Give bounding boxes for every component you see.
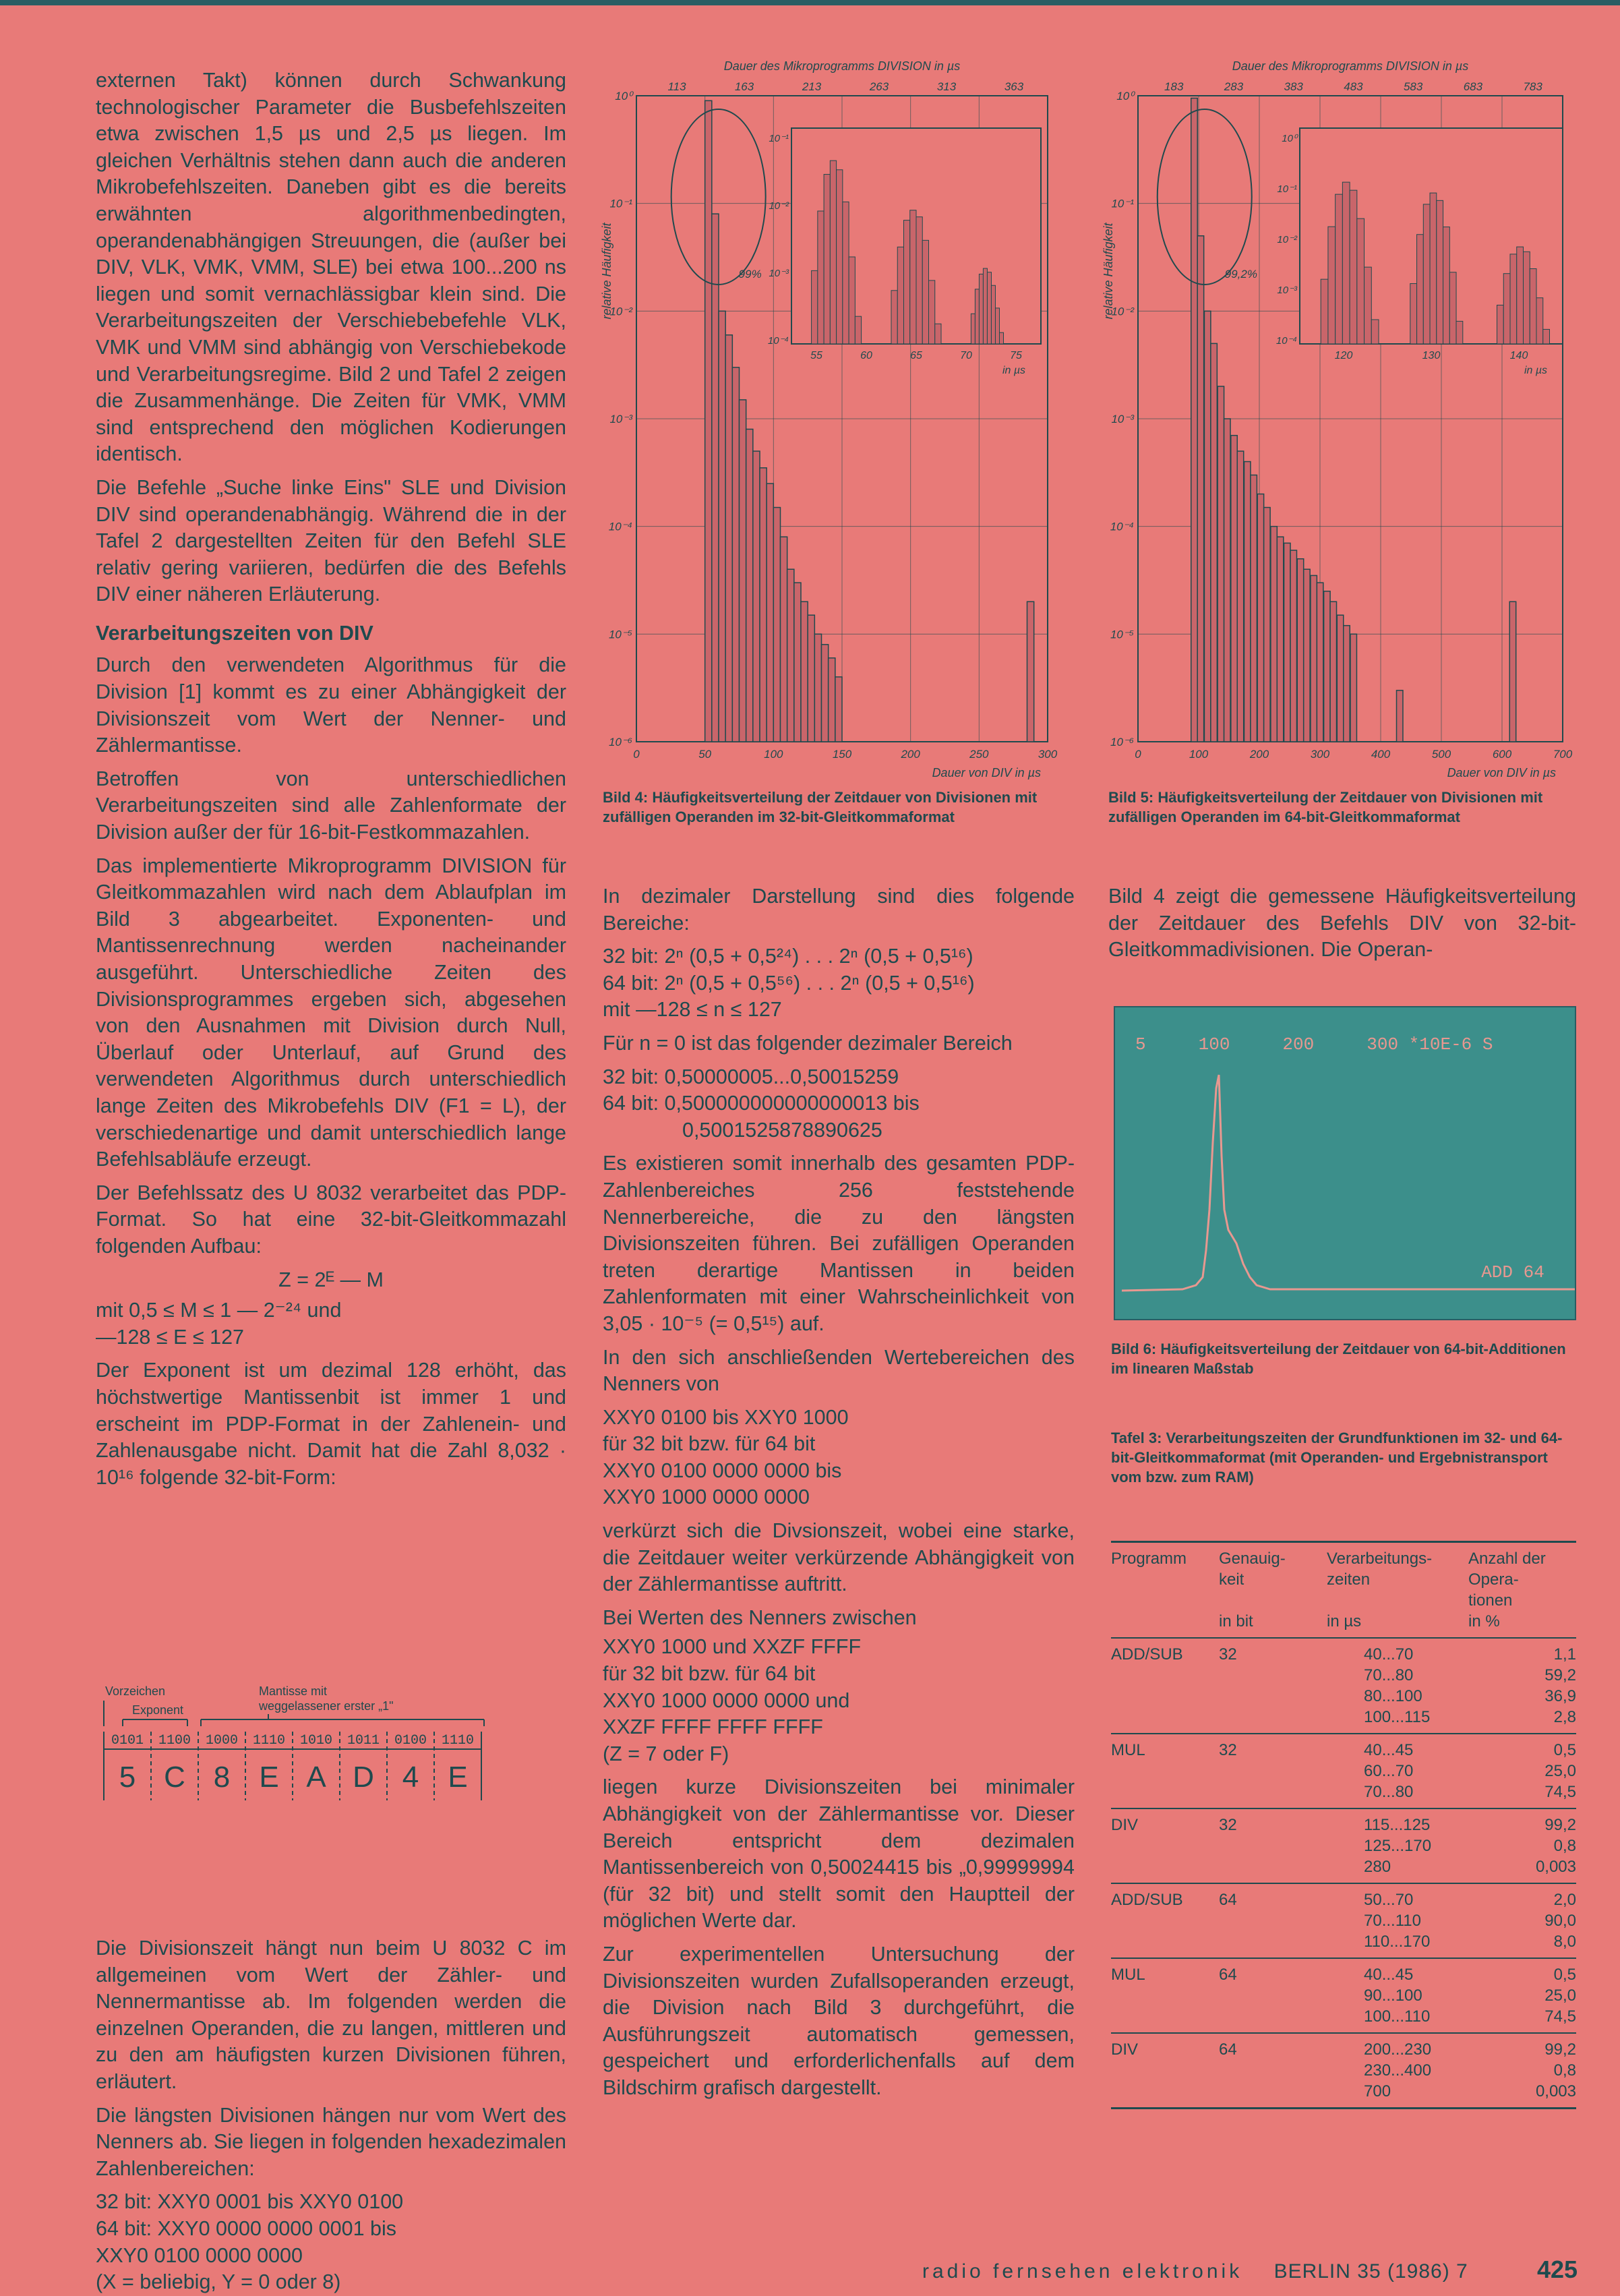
inset-x-tick: 70 <box>960 350 972 361</box>
inset-y-tick: 10⁻¹ <box>1277 183 1297 195</box>
inset-bar <box>987 272 991 344</box>
inset-bar <box>1530 268 1536 344</box>
footer <box>922 2260 1468 2283</box>
y-tick-label: 10⁻² <box>609 305 632 318</box>
bit-group: 1000 <box>205 1733 239 1748</box>
histogram-bar <box>1509 601 1516 742</box>
inset-x-tick: 120 <box>1334 350 1353 361</box>
paragraph: In den sich anschließenden Wertebereichen des Nenners von <box>603 1345 1075 1396</box>
inset-bar <box>995 308 999 344</box>
inset-bar <box>1503 274 1510 344</box>
inset-y-tick: 10⁻⁴ <box>1276 335 1297 347</box>
inset-bar <box>824 175 830 344</box>
paragraph: Bei Werten des Nenners zwischen <box>603 1606 917 1629</box>
x-tick-label: 200 <box>1249 748 1269 761</box>
inset-x-tick: 140 <box>1509 350 1528 361</box>
hex-digit: 5 <box>119 1761 136 1794</box>
inset-x-tick: 130 <box>1422 350 1441 361</box>
inset-bar <box>897 247 903 344</box>
formula-line: 64 bit: 2ⁿ (0,5 + 0,5⁵⁶) . . . 2ⁿ (0,5 + 0,5¹⁶) <box>603 971 975 995</box>
table-cell: 64 <box>1219 1966 1237 1984</box>
range-line: XXY0 0100 0000 0000 bis <box>603 1459 842 1482</box>
inset-bar <box>971 314 975 344</box>
top-tick-label: 583 <box>1403 80 1423 93</box>
histogram-bar <box>829 658 835 742</box>
top-tick-label: 183 <box>1164 80 1184 93</box>
value-line: 0,5001525878890625 <box>682 1118 882 1142</box>
histogram-bar <box>767 483 773 742</box>
column-middle <box>603 883 1075 2109</box>
top-tick-label: 363 <box>1004 80 1024 93</box>
inset-bar <box>1342 182 1350 344</box>
x-tick-label: 400 <box>1371 748 1391 761</box>
inset-y-tick: 10⁻² <box>769 200 789 212</box>
hex-digit: D <box>353 1761 374 1794</box>
inset-bar <box>1417 235 1424 344</box>
histogram-bar <box>1277 537 1283 742</box>
inset-bar <box>1456 321 1463 344</box>
inset-bar <box>999 332 1003 344</box>
x-tick-label: 200 <box>901 748 920 761</box>
y-tick-label: 10⁻³ <box>609 413 632 425</box>
inset-bar <box>818 211 824 344</box>
range-line: XXY0 1000 0000 0000 <box>603 1485 810 1509</box>
inset-bar <box>1536 298 1543 344</box>
y-tick-label: 10⁻⁶ <box>609 736 632 748</box>
formula-line: mit —128 ≤ n ≤ 127 <box>603 998 782 1022</box>
inset-y-tick: 10⁻¹ <box>769 133 789 144</box>
top-tick-label: 683 <box>1463 80 1483 93</box>
inset-bar <box>983 268 987 344</box>
y-tick-label: 10⁰ <box>615 90 632 102</box>
top-tick-label: 213 <box>802 80 822 93</box>
x-tick-label: 0 <box>633 748 640 761</box>
column-header: Anzahl der Opera- tionen in % <box>1468 1550 1546 1630</box>
paragraph: In dezimaler Darstellung sind dies folgende Bereiche: <box>603 885 1075 935</box>
inset-bar <box>1336 194 1343 344</box>
inset-bar <box>843 202 849 344</box>
table-cell: DIV <box>1111 1816 1139 1834</box>
inset-bar <box>812 270 818 344</box>
annotation-label: 99,2% <box>1224 268 1257 281</box>
range-line: XXY0 1000 0000 0000 und <box>603 1688 850 1712</box>
table-cell: 40...45 60...70 70...80 <box>1364 1741 1414 1801</box>
histogram-bar <box>1218 386 1224 742</box>
hex-digit: E <box>448 1761 468 1794</box>
paragraph: Der Befehlssatz des U 8032 verarbeitet das PDP-Format. So hat eine 32-bit-Gleitkommazahl folgenden Aufbau: <box>96 1181 566 1258</box>
inset-bar <box>1524 252 1530 344</box>
table-cell: MUL <box>1111 1741 1145 1759</box>
diagram-label: Mantisse mit <box>259 1684 328 1698</box>
inset-y-tick: 10⁻³ <box>1277 285 1297 296</box>
paragraph: Bild 4 zeigt die gemessene Häufigkeitsverteilung der Zeitdauer des Befehls DIV von 32-bit-Gleitkommadivisionen. Die Operan- <box>1108 885 1576 962</box>
paragraph: Durch den verwendeten Algorithmus für die Division [1] kommt es zu einer Abhängigkeit der Divisionszeit vom Wert der Nenner- und Zählermantisse. <box>96 653 566 757</box>
table-cell: ADD/SUB <box>1111 1645 1183 1664</box>
value-line: 64 bit: 0,500000000000000013 bis <box>603 1092 920 1115</box>
column-header: Genauig- keit in bit <box>1219 1550 1286 1630</box>
y-tick-label: 10⁻³ <box>1111 413 1134 425</box>
inset-bar <box>1410 284 1417 344</box>
range-line: 32 bit: XXY0 0001 bis XXY0 0100 <box>96 2190 404 2214</box>
histogram-bar <box>835 677 842 742</box>
histogram-bar <box>1304 569 1310 742</box>
histogram-bar <box>712 214 719 742</box>
diagram-label: weggelassener erster „1" <box>259 1699 394 1713</box>
histogram-bar <box>808 615 814 742</box>
chart-bild4 <box>596 54 1068 782</box>
column-header: Verarbeitungs- zeiten in µs <box>1327 1550 1433 1630</box>
inset-bar <box>1321 279 1328 344</box>
inset-bar <box>1357 218 1364 344</box>
histogram-bar <box>719 311 725 742</box>
range-line: XXY0 1000 und XXZF FFFF <box>603 1635 862 1659</box>
histogram-bar <box>753 451 760 742</box>
inset-bar <box>1543 329 1550 344</box>
paragraph: verkürzt sich die Divsionszeit, wobei eine starke, die Zeitdauer weiter verkürzende Abhängigkeit von der Zählermantisse auftritt. <box>603 1519 1075 1596</box>
histogram-bar <box>725 335 732 742</box>
x-tick-label: 100 <box>764 748 783 761</box>
inset-bar <box>1443 227 1450 344</box>
table-cell: 32 <box>1219 1816 1237 1834</box>
table-caption: Tafel 3: Verarbeitungszeiten der Grundfunktionen im 32- und 64-bit-Gleitkommaformat (mit Operanden- und Ergebnistransport vom bzw. zum RAM) <box>1111 1430 1563 1485</box>
histogram-bar <box>1344 626 1350 742</box>
table-cell: 40...70 70...80 80...100 100...115 <box>1364 1645 1431 1726</box>
y-tick-label: 10⁻⁵ <box>1110 628 1134 641</box>
table-cell: 50...70 70...110 110...170 <box>1364 1891 1431 1951</box>
x-axis-label: Dauer von DIV in µs <box>1447 766 1556 779</box>
inset-bar <box>1364 267 1372 344</box>
paragraph: Die längsten Divisionen hängen nur vom Wert des Nenners ab. Sie liegen in folgenden hexadezimalen Zahlenbereichen: <box>96 2103 566 2180</box>
inset-bar <box>975 289 979 344</box>
histogram-bar <box>1290 550 1296 742</box>
y-tick-label: 10⁻⁴ <box>1110 520 1134 533</box>
top-rule <box>0 0 1620 5</box>
range-line: (X = beliebig, Y = 0 oder 8) <box>96 2270 341 2294</box>
histogram-bar <box>1397 690 1403 742</box>
table-3 <box>1111 1541 1576 2109</box>
figure-caption: Bild 5: Häufigkeitsverteilung der Zeitdauer von Divisionen mit zufälligen Operanden im 64-bit-Gleitkommaformat <box>1108 789 1543 825</box>
hex-digit: 4 <box>402 1761 419 1794</box>
hex-digit: C <box>164 1761 185 1794</box>
paragraph: Das implementierte Mikroprogramm DIVISION für Gleitkommazahlen wird nach dem Ablaufplan im Bild 3 abgearbeitet. Exponenten- und Mantissenrechnung werden nacheinander ausgeführt. Unterschiedliche Zeiten des Divisionsprogrammes ergeben sich, abgesehen von den Ausnahmen mit Division durch Null, Überlauf oder Unterlauf, auf Grund des verwendeten Algorithmus durch unterschiedlich lange Zeiten des Mikrobefehls DIV (F1 = L), der verschiedenartige und damit unterschiedlich lange Befehlsabläufe erzeugt. <box>96 854 566 1171</box>
screen-header: 5 100 200 300 *10E-6 S <box>1135 1034 1493 1055</box>
inset-bar <box>904 220 910 344</box>
bit-format-diagram <box>100 1679 504 1848</box>
histogram-bar <box>1297 559 1303 742</box>
top-axis-label: Dauer des Mikroprogramms DIVISION in µs <box>723 59 961 73</box>
x-tick-label: 250 <box>969 748 989 761</box>
formula: Z = 2ᴱ — M <box>278 1268 384 1291</box>
histogram-bar <box>705 100 712 742</box>
y-tick-label: 10⁻⁴ <box>608 520 632 533</box>
histogram-bar <box>1191 98 1197 742</box>
histogram-bar <box>1284 543 1290 742</box>
column-right <box>1108 883 1576 970</box>
histogram-bar <box>814 634 821 742</box>
inset-bar <box>929 281 935 344</box>
histogram-bar <box>1257 494 1263 742</box>
paragraph: Die Befehle „Suche linke Eins" SLE und Division DIV sind operandenabhängig. Während die in der Tafel 2 dargestellten Zeiten für den Befehl SLE relativ gering variieren, bedürfen die des Befehls DIV einer näheren Erläuterung. <box>96 475 566 606</box>
histogram-bar <box>1197 236 1203 742</box>
top-tick-label: 283 <box>1224 80 1244 93</box>
histogram-bar <box>1224 419 1230 742</box>
column-header: Programm <box>1111 1550 1187 1568</box>
histogram-bar <box>1311 575 1317 742</box>
y-tick-label: 10⁻⁶ <box>1110 736 1134 748</box>
histogram-bar <box>1350 634 1356 742</box>
table-rule <box>1111 2107 1576 2109</box>
histogram-bar <box>1204 311 1210 742</box>
top-tick-label: 783 <box>1523 80 1542 93</box>
histogram-bar <box>1264 508 1270 742</box>
histogram-bar <box>1251 475 1257 742</box>
inset-bar <box>1437 200 1443 344</box>
table-cell: 32 <box>1219 1645 1237 1664</box>
y-axis-label: relative Häufigkeit <box>600 223 613 320</box>
histogram-bar <box>1330 601 1336 742</box>
bit-group: 1010 <box>299 1733 333 1748</box>
inset-bar <box>830 160 836 344</box>
x-tick-label: 500 <box>1431 748 1451 761</box>
table-cell: 64 <box>1219 1891 1237 1909</box>
y-tick-label: 10⁻⁵ <box>608 628 632 641</box>
inset-bar <box>1517 247 1524 344</box>
oscilloscope-trace <box>1115 1007 1575 1319</box>
x-tick-label: 0 <box>1135 748 1141 761</box>
histogram-bar <box>1237 451 1243 742</box>
value-line: 32 bit: 0,50000005...0,50015259 <box>603 1065 899 1088</box>
table-cell: 99,2 0,8 0,003 <box>1535 2040 1576 2100</box>
inset-y-tick: 10⁻⁴ <box>767 335 789 347</box>
inset-x-tick: 65 <box>910 350 922 361</box>
inset-x-tick: 55 <box>810 350 822 361</box>
table-cell: ADD/SUB <box>1111 1891 1183 1909</box>
inset-x-tick: 60 <box>860 350 872 361</box>
inset-bar <box>849 257 855 344</box>
histogram-bar <box>746 429 753 742</box>
histogram-bar <box>1337 615 1343 742</box>
formula-condition: —128 ≤ E ≤ 127 <box>96 1325 244 1349</box>
annotation-label: 99% <box>738 268 762 281</box>
inset-bar <box>1430 193 1437 344</box>
histogram-bar <box>787 569 794 742</box>
inset-bar <box>922 240 928 344</box>
inset-bar <box>837 170 843 344</box>
inset-x-tick: 75 <box>1010 350 1022 361</box>
histogram-bar <box>773 508 780 742</box>
x-tick-label: 50 <box>698 748 712 761</box>
histogram-bar <box>781 537 787 742</box>
top-tick-label: 313 <box>936 80 957 93</box>
inset-bar <box>855 316 861 344</box>
histogram-trace <box>1122 1075 1575 1291</box>
inset-x-label: in µs <box>1524 365 1548 376</box>
table-cell: 64 <box>1219 2040 1237 2059</box>
bit-group: 0101 <box>111 1733 144 1748</box>
paragraph: Der Exponent ist um dezimal 128 erhöht, das höchstwertige Mantissenbit ist immer 1 und erscheint im PDP-Format in der Zahlenein- und Zahlenausgabe nicht. Damit hat die Zahl 8,032 · 10¹⁶ folgende 32-bit-Form: <box>96 1359 566 1489</box>
hex-digit: E <box>259 1761 279 1794</box>
inset-bar <box>1449 272 1456 344</box>
column-left-continued <box>96 1935 566 2296</box>
y-tick-label: 10⁻¹ <box>609 197 632 210</box>
x-tick-label: 300 <box>1038 748 1058 761</box>
table-cell: 40...45 90...100 100...110 <box>1364 1966 1431 2026</box>
top-tick-label: 483 <box>1344 80 1363 93</box>
top-tick-label: 263 <box>869 80 889 93</box>
figure-caption: Bild 4: Häufigkeitsverteilung der Zeitdauer von Divisionen mit zufälligen Operanden im 32-bit-Gleitkommaformat <box>603 789 1038 825</box>
bit-group: 1110 <box>441 1733 475 1748</box>
issue-info: BERLIN 35 (1986) 7 <box>1273 2260 1468 2283</box>
range-line: XXY0 0100 bis XXY0 1000 <box>603 1405 849 1429</box>
histogram-bar <box>801 601 808 742</box>
x-tick-label: 700 <box>1553 748 1573 761</box>
histogram-bar <box>794 583 801 742</box>
top-tick-label: 163 <box>734 80 754 93</box>
inset-bar <box>910 210 916 344</box>
range-line: für 32 bit bzw. für 64 bit <box>603 1662 816 1686</box>
range-line: (Z = 7 oder F) <box>603 1742 729 1765</box>
section-heading: Verarbeitungszeiten von DIV <box>96 621 373 645</box>
histogram-bar <box>760 468 767 742</box>
table-cell: MUL <box>1111 1966 1145 1984</box>
table-cell: 99,2 0,8 0,003 <box>1535 1816 1576 1876</box>
hex-digit: 8 <box>213 1761 231 1794</box>
y-tick-label: 10⁻¹ <box>1111 197 1134 210</box>
histogram-bar <box>1027 601 1034 742</box>
inset-bar <box>991 285 995 344</box>
table-cell: 2,0 90,0 8,0 <box>1544 1891 1576 1951</box>
chart-bild5 <box>1098 54 1583 782</box>
range-line: XXZF FFFF FFFF FFFF <box>603 1715 823 1739</box>
table-cell: DIV <box>1111 2040 1139 2059</box>
histogram-bar <box>732 367 739 742</box>
table-row <box>1111 1883 1576 1958</box>
histogram-bar <box>1271 527 1277 742</box>
table-header <box>1111 1543 1576 1637</box>
x-tick-label: 300 <box>1310 748 1330 761</box>
diagram-label: Exponent <box>132 1703 184 1717</box>
table-cell: 0,5 25,0 74,5 <box>1544 1966 1576 2026</box>
inset-bar <box>979 274 983 344</box>
paragraph: Betroffen von unterschiedlichen Verarbeitungszeiten sind alle Zahlenformate der Division außer der für 16-bit-Festkommazahlen. <box>96 767 566 844</box>
histogram-bar <box>822 645 829 742</box>
top-axis-label: Dauer des Mikroprogramms DIVISION in µs <box>1232 59 1469 73</box>
oscilloscope-screenshot <box>1114 1006 1576 1320</box>
highlight-ellipse <box>1158 109 1252 285</box>
histogram-bar <box>1317 583 1323 742</box>
column-left <box>96 67 566 1498</box>
diagram-label: Vorzeichen <box>105 1684 166 1698</box>
table-row <box>1111 1808 1576 1883</box>
inset-bar <box>1350 190 1357 344</box>
paragraph: Für n = 0 ist das folgender dezimaler Bereich <box>603 1031 1013 1055</box>
paragraph: Es existieren somit innerhalb des gesamten PDP-Zahlenbereiches 256 feststehende Nennerbereiche, die zu den längsten Divisionszeiten führen. Bei zufälligen Operanden treten derartige Mantissen in beiden Zahlenformaten mit einer Wahrscheinlichkeit von 3,05 · 10⁻⁵ (= 0,5¹⁵) auf. <box>603 1152 1075 1335</box>
bit-group: 1011 <box>347 1733 380 1748</box>
y-tick-label: 10⁰ <box>1116 90 1134 102</box>
table-cell: 200...230 230...400 700 <box>1364 2040 1432 2100</box>
y-tick-label: 10⁻² <box>1111 305 1134 318</box>
inset-bar <box>1510 254 1517 344</box>
table-row <box>1111 1958 1576 2032</box>
table-cell: 0,5 25,0 74,5 <box>1544 1741 1576 1801</box>
x-axis-label: Dauer von DIV in µs <box>932 766 1041 779</box>
range-line: XXY0 0100 0000 0000 <box>96 2243 303 2267</box>
table-cell: 115...125 125...170 280 <box>1364 1816 1432 1876</box>
page-number: 425 <box>1537 2256 1578 2283</box>
histogram-bar <box>1231 436 1237 742</box>
inset-bar <box>1371 320 1379 344</box>
histogram-bar <box>1244 462 1251 742</box>
formula-line: 32 bit: 2ⁿ (0,5 + 0,5²⁴) . . . 2ⁿ (0,5 + 0,5¹⁶) <box>603 945 973 968</box>
inset-x-label: in µs <box>1002 365 1026 376</box>
y-axis-label: relative Häufigkeit <box>1102 223 1115 320</box>
screen-label: ADD 64 <box>1481 1262 1544 1283</box>
paragraph: liegen kurze Divisionszeiten bei minimaler Abhängigkeit von der Zählermantisse vor. Dieser Bereich entspricht dem dezimalen Mantissenbereich von 0,50024415 bis „0,99999994 (für 32 bit) und stellt somit den Hauptteil der möglichen Werte dar. <box>603 1775 1075 1933</box>
inset-bar <box>1328 227 1336 344</box>
x-tick-label: 150 <box>832 748 852 761</box>
paragraph: Die Divisionszeit hängt nun beim U 8032 C im allgemeinen vom Wert der Zähler- und Nennermantisse ab. Im folgenden werden die einzelnen Operanden, die zu langen, mittleren und zu den am häufigsten kurzen Divisionen führen, erläutert. <box>96 1937 566 2093</box>
histogram-bar <box>1324 591 1330 742</box>
bit-group: 0100 <box>394 1733 427 1748</box>
top-tick-label: 113 <box>667 80 686 93</box>
table-cell: 1,1 59,2 36,9 2,8 <box>1544 1645 1576 1726</box>
inset-y-tick: 10⁰ <box>1282 133 1297 144</box>
x-tick-label: 100 <box>1189 748 1209 761</box>
inset-y-tick: 10⁻³ <box>769 268 789 279</box>
inset-bar <box>1497 305 1504 344</box>
table-row <box>1111 1637 1576 1733</box>
paragraph: externen Takt) können durch Schwankung technologischer Parameter die Busbefehlszeiten etwa zwischen 1,5 µs und 2,5 µs liegen. Im gleichen Verhältnis stehen dann auch die anderen Mikrobefehlszeiten. Daneben gibt es die bereits erwähnten algorithmenbedingten, operandenabhängigen Streuungen, die (außer bei DIV, VLK, VMK, VMM, SLE) bei etwa 100...200 ns liegen und somit vernachlässigbar klein sind. Die Verarbeitungszeiten der Verschiebebefehle VLK, VMK und VMM sind abhängig von Verschiebekode und Verarbeitungsregime. Bild 2 und Tafel 2 zeigen die Zusammenhänge. Die Zeiten für VMK, VMM sind entsprechend den möglichen Kodierungen identisch. <box>96 69 566 466</box>
histogram-bar <box>1211 343 1217 742</box>
table-cell: 32 <box>1219 1741 1237 1759</box>
x-tick-label: 600 <box>1492 748 1512 761</box>
bit-group: 1110 <box>252 1733 286 1748</box>
table-row <box>1111 2032 1576 2107</box>
hex-digit: A <box>306 1761 326 1794</box>
inset-bar <box>916 217 922 344</box>
inset-bar <box>891 291 897 344</box>
inset-bar <box>1423 204 1430 344</box>
publication-name: radio fernsehen elektronik <box>922 2260 1243 2283</box>
figure-caption: Bild 6: Häufigkeitsverteilung der Zeitdauer von 64-bit-Additionen im linearen Maßstab <box>1111 1341 1566 1377</box>
histogram-bar <box>740 400 746 742</box>
bit-group: 1100 <box>158 1733 191 1748</box>
paragraph: Zur experimentellen Untersuchung der Divisionszeiten wurden Zufallsoperanden erzeugt, die Division nach Bild 3 durchgeführt, die Ausführungszeit automatisch gemessen, gespeichert und erforderlichenfalls auf dem Bildschirm grafisch dargestellt. <box>603 1942 1075 2099</box>
formula-condition: mit 0,5 ≤ M ≤ 1 — 2⁻²⁴ und <box>96 1299 342 1322</box>
table-row <box>1111 1733 1576 1808</box>
top-tick-label: 383 <box>1284 80 1303 93</box>
inset-bar <box>935 324 941 344</box>
range-line: 64 bit: XXY0 0000 0000 0001 bis <box>96 2216 396 2240</box>
inset-y-tick: 10⁻² <box>1277 234 1297 245</box>
range-line: für 32 bit bzw. für 64 bit <box>603 1432 816 1456</box>
